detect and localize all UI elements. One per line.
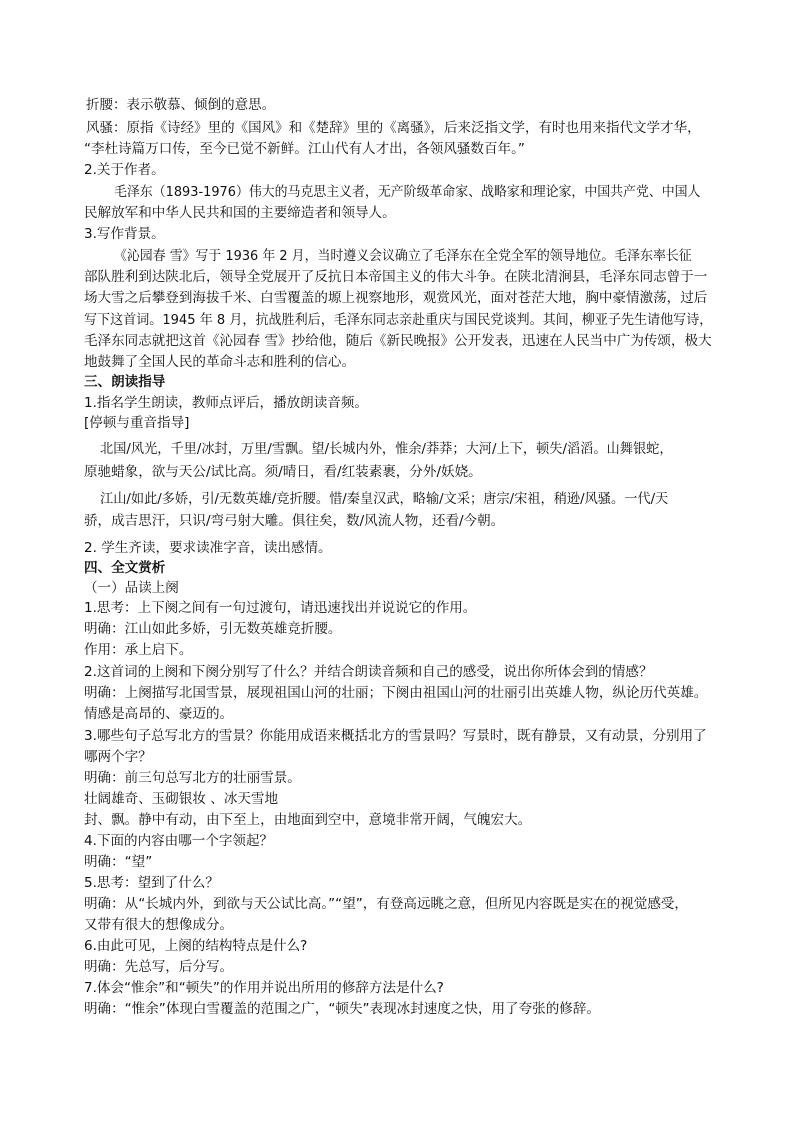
text-line: 明确：前三句总写北方的壮丽雪景。	[84, 770, 301, 786]
text-line: 《沁园春 雪》写于 1936 年 2 月，当时遵义会议确立了毛泽东在全党全军的领导地位。毛泽东率长征	[114, 248, 692, 264]
text-line: 明确：江山如此多娇，引无数英雄竞折腰。	[84, 621, 342, 637]
text-line: 哪两个字？	[84, 749, 152, 765]
text-line: 1.思考：上下阕之间有一句过渡句，请迅速找出并说说它的作用。	[84, 600, 477, 616]
text-line: 又带有很大的想像成分。	[84, 917, 234, 933]
text-line: 7.体会“惟余”和“顿失”的作用并说出所用的修辞方法是什么?	[84, 980, 444, 996]
text-line: 原驰蜡象，欲与天公/试比高。须/晴日，看/红装素裹，分外/妖娆。	[84, 464, 482, 480]
text-line: 3.哪些句子总写北方的雪景？你能用成语来概括北方的雪景吗？写景时，既有静景，又有动景，分别用了	[84, 728, 707, 744]
text-line: 明确：先总写，后分写。	[84, 959, 234, 975]
subsection-heading: （一）品读上阕	[84, 580, 179, 596]
text-line: 写下这首词。1945 年 8 月，抗战胜利后，毛泽东同志亲赴重庆与国民党谈判。其间，柳亚子先生请他写诗，	[84, 312, 713, 328]
text-line: 2.关于作者。	[84, 162, 165, 178]
text-line: 5.思考：望到了什么？	[84, 875, 219, 891]
text-line: 民解放军和中华人民共和国的主要缔造者和领导人。	[84, 205, 396, 221]
text-line: 明确：上阕描写北国雪景，展现祖国山河的壮丽；下阕由祖国山河的壮丽引出英雄人物，纵论历代英雄。	[84, 685, 708, 701]
text-line: 江山/如此/多娇，引/无数英雄/竞折腰。惜/秦皇汉武，略输/文采；唐宗/宋祖，稍逊/风骚。一代/天	[100, 491, 669, 507]
text-line: 2. 学生齐读，要求读准字音，读出感情。	[84, 540, 332, 556]
text-line: 北国/风光，千里/冰封，万里/雪飘。望/长城内外，惟余/莽莽；大河/上下，顿失/滔滔。山舞银蛇，	[100, 441, 673, 457]
section-heading: 三、朗读指导	[84, 374, 166, 390]
text-line: 明确：“望”	[84, 854, 153, 870]
text-line: 情感是高昂的、豪迈的。	[84, 706, 234, 722]
text-line: 场大雪之后攀登到海拔千米、白雪覆盖的塬上视察地形，观赏风光，面对苍茫大地，胸中豪情激荡，过后	[84, 290, 708, 306]
text-line: [停顿与重音指导]	[84, 415, 190, 431]
text-line: 骄，成吉思汗，只识/弯弓射大雕。俱往矣，数/风流人物，还看/今朝。	[84, 513, 505, 529]
section-heading: 四、全文赏析	[84, 560, 166, 576]
text-line: 1.指名学生朗读，教师点评后，播放朗读音频。	[84, 395, 368, 411]
text-line: 壮阔雄奇、玉砌银妆 、冰天雪地	[84, 791, 279, 807]
text-line: 明确：从“长城内外，到欲与天公试比高。”“望”，有登高远眺之意，但所见内容既是实在的视觉感受，	[84, 896, 688, 912]
text-line: 部队胜利到达陕北后，领导全党展开了反抗日本帝国主义的伟大斗争。在陕北清涧县，毛泽东同志曾于一	[84, 269, 708, 285]
text-line: 6.由此可见，上阕的结构特点是什么?	[84, 938, 308, 954]
text-line: 毛泽东（1893-1976）伟大的马克思主义者，无产阶级革命家、战略家和理论家，中国共产党、中国人	[114, 184, 701, 200]
text-line: 2.这首词的上阕和下阕分别写了什么？并结合朗读音频和自己的感受，说出你所体会到的情感？	[84, 664, 653, 680]
text-line: 4.下面的内容由哪一个字领起？	[84, 833, 274, 849]
text-line: 风骚：原指《诗经》里的《国风》和《楚辞》里的《离骚》，后来泛指文学，有时也用来指代文学才华，	[86, 120, 701, 136]
text-line: 毛泽东同志就把这首《沁园春 雪》抄给他，随后《新民晚报》公开发表，迅速在人民当中广为传颂，极大	[84, 333, 712, 349]
text-line: 折腰：表示敬慕、倾倒的意思。	[86, 97, 276, 113]
text-line: 作用：承上启下。	[84, 642, 193, 658]
text-line: 明确：“惟余”体现白雪覆盖的范围之广，“顿失”表现冰封速度之快，用了夸张的修辞。	[84, 1001, 600, 1017]
text-line: 封、飘。静中有动，由下至上，由地面到空中，意境非常开阔，气魄宏大。	[84, 812, 532, 828]
text-line: 地鼓舞了全国人民的革命斗志和胜利的信心。	[84, 354, 356, 370]
text-line: “李杜诗篇万口传，至今已觉不新鲜。江山代有人才出，各领风骚数百年。”	[84, 141, 525, 157]
text-line: 3.写作背景。	[84, 226, 165, 242]
